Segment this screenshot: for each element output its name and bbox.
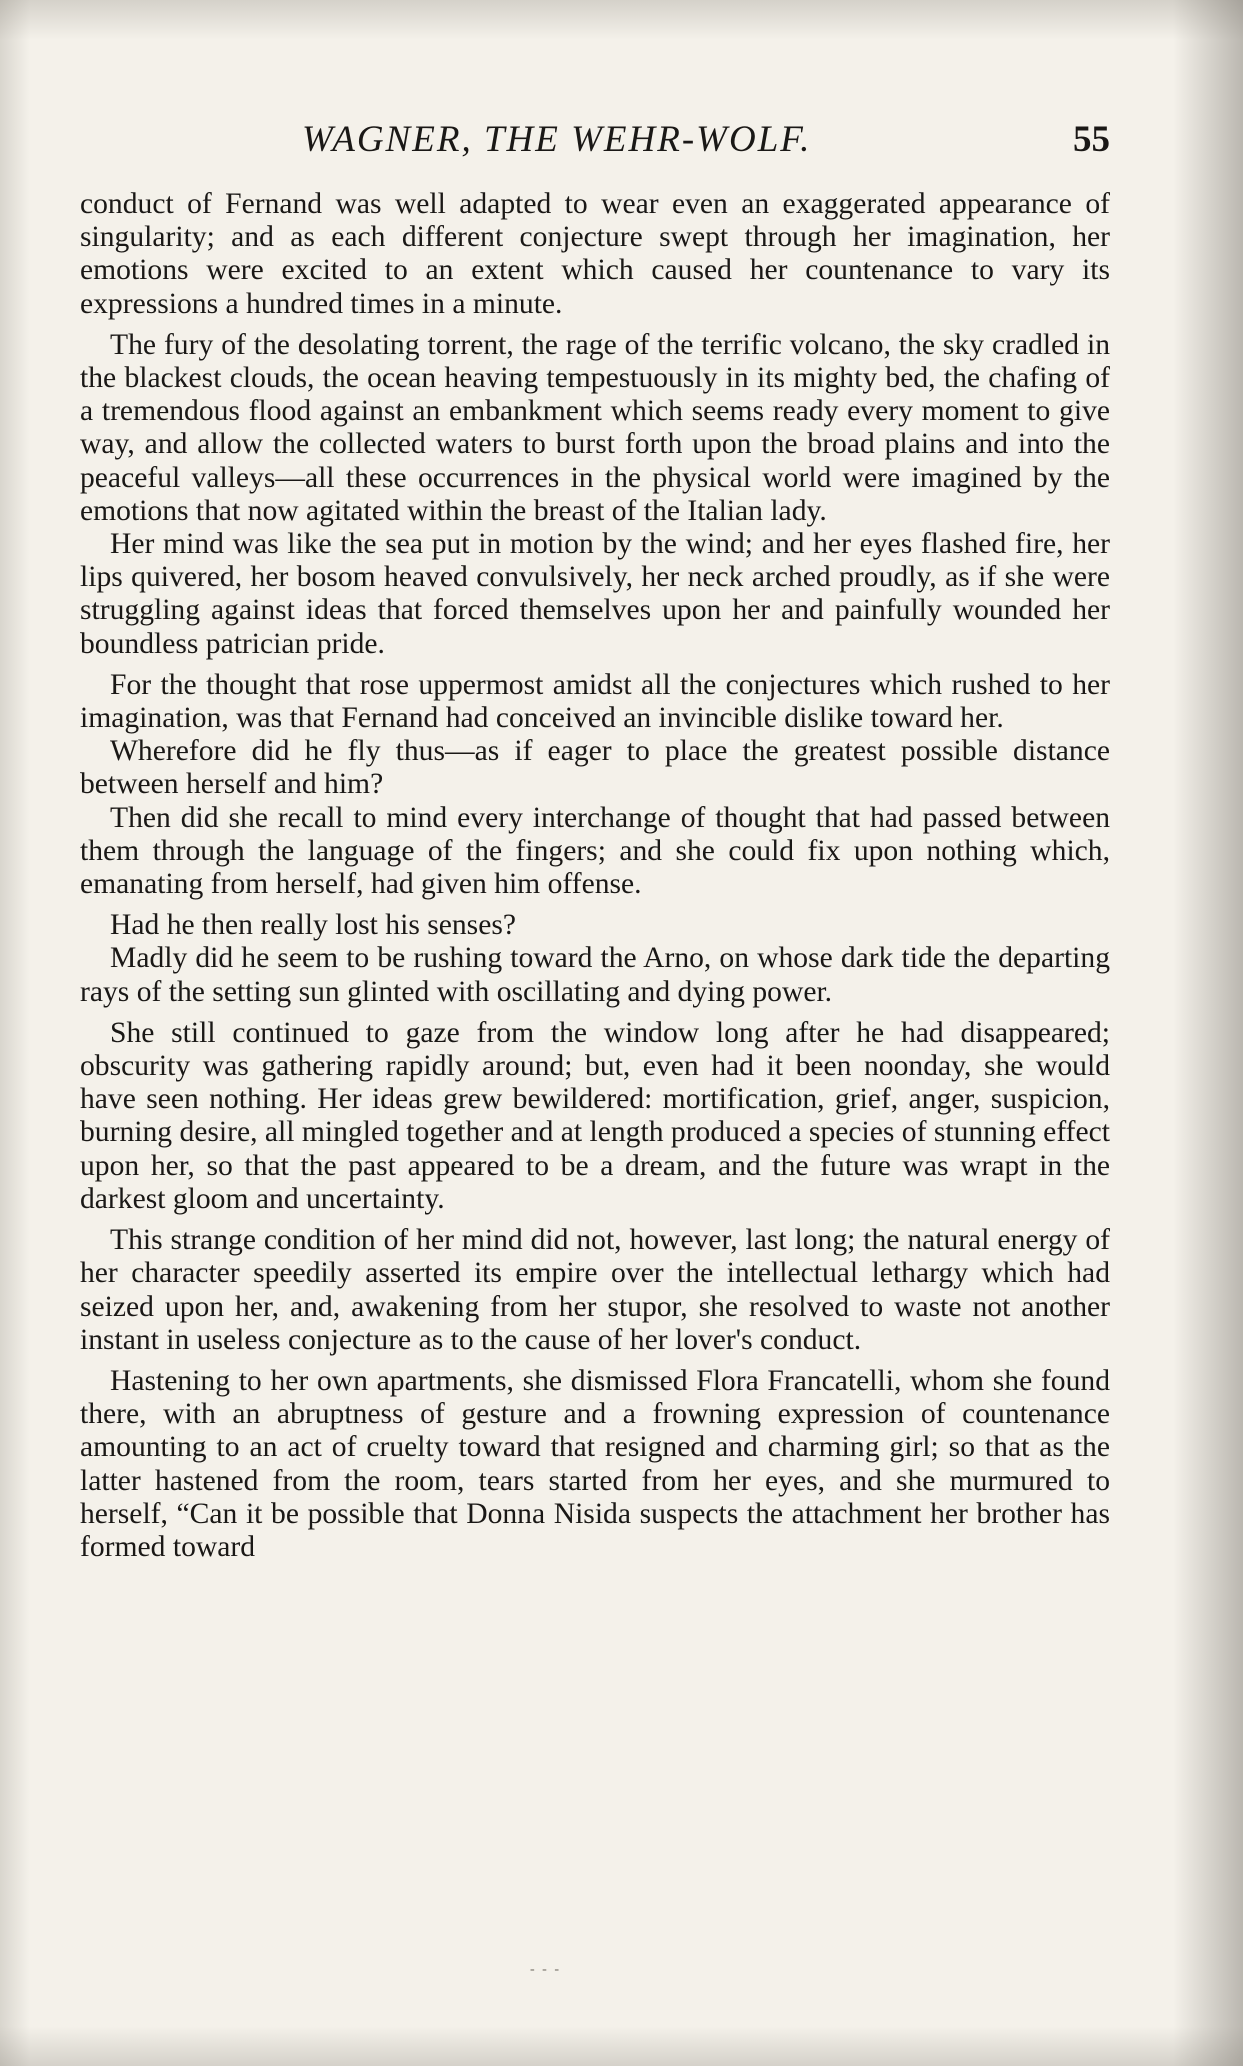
paragraph-3: Her mind was like the sea put in motion by the wind; and her eyes flashed fire, her lips quivered, her bosom heaved convulsively, her neck arched proudly, as if she were struggling against ideas that forced themselves upon her and painfully wounded her boundless patrician pride. (80, 528, 1110, 660)
page-number: 55 (1073, 119, 1110, 160)
running-head-title: WAGNER, THE WEHR-WOLF. (302, 119, 812, 160)
footer-smudge: - - - (530, 1962, 561, 1977)
paragraph-8: Madly did he seem to be rushing toward the Arno, on whose dark tide the departing rays of the setting sun glinted with oscillating and dying power. (80, 942, 1110, 1008)
paragraph-1: conduct of Fernand was well adapted to wear even an exaggerated appearance of singularity; and as each different conjecture swept through her imagination, her emotions were excited to an extent which caused her countenance to vary its expressions a hundred times in a minute. (80, 188, 1110, 320)
page-edge-shadow-top (0, 0, 1243, 40)
paragraph-2: The fury of the desolating torrent, the rage of the terrific volcano, the sky cradled in the blackest clouds, the ocean heaving tempestuously in its mighty bed, the chafing of a tremendous flood against an embankment which seems ready every moment to give way, and allow the collected waters to burst forth upon the broad plains and into the peaceful valleys—all these occurrences in the physical world were imagined by the emotions that now agitated within the breast of the Italian lady. (80, 328, 1110, 527)
paragraph-6: Then did she recall to mind every interchange of thought that had passed between them through the language of the fingers; and she could fix upon nothing which, emanating from herself, had given him offense. (80, 801, 1110, 901)
page-edge-shadow-left (0, 0, 30, 2066)
paragraph-10: This strange condition of her mind did not, however, last long; the natural energy of her character speedily asserted its empire over the intellectual lethargy which had seized upon her, and, awakening from her stupor, she resolved to waste not another instant in useless conjecture as to the cause of her lover's conduct. (80, 1224, 1110, 1356)
paragraph-9: She still continued to gaze from the window long after he had disappeared; obscurity was gathering rapidly around; but, even had it been noonday, she would have seen nothing. Her ideas grew bewildered: mortification, grief, anger, suspicion, burning desire, all mingled together and at length produced a species of stunning effect upon her, so that the past appeared to be a dream, and the future was wrapt in the darkest gloom and uncertainty. (80, 1016, 1110, 1215)
page-edge-shadow-bottom (0, 2026, 1243, 2066)
paragraph-7: Had he then really lost his senses? (110, 909, 516, 942)
page-header (80, 118, 1110, 168)
page-edge-shadow-right (1173, 0, 1243, 2066)
paragraph-5: Wherefore did he fly thus—as if eager to place the greatest possible distance between herself and him? (80, 735, 1110, 801)
paragraph-11: Hastening to her own apartments, she dismissed Flora Francatelli, whom she found there, with an abruptness of gesture and a frowning expression of countenance amounting to an act of cruelty toward that resigned and charming girl; so that as the latter hastened from the room, tears started from her eyes, and she murmured to herself, “Can it be possible that Donna Nisida suspects the attachment her brother has formed toward (80, 1364, 1110, 1563)
paragraph-4: For the thought that rose uppermost amidst all the conjectures which rushed to her imagination, was that Fernand had conceived an invincible dislike toward her. (80, 668, 1110, 735)
body-text (80, 188, 1110, 1564)
